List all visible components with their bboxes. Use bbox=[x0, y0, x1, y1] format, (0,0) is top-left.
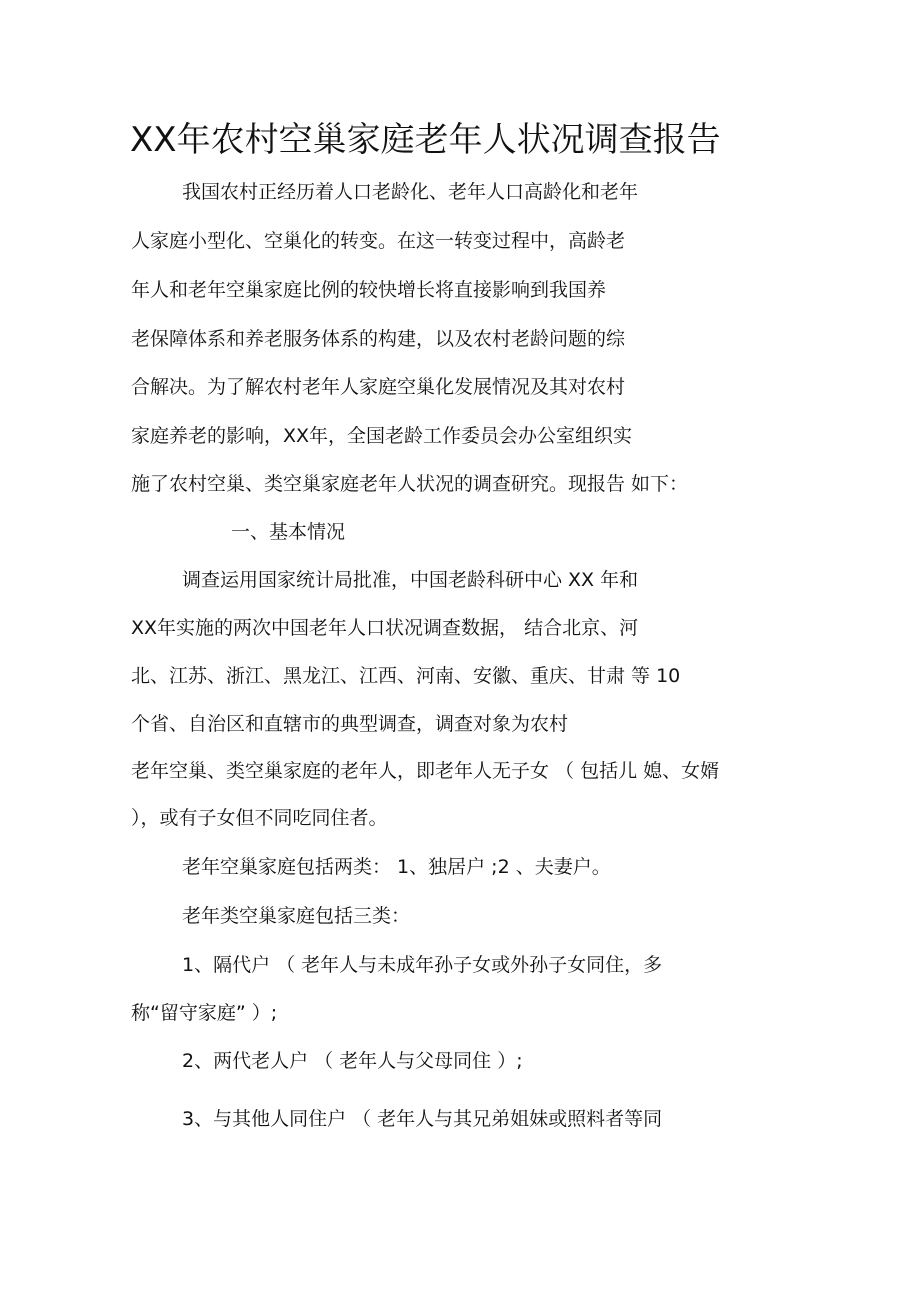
list-item: 2、两代老人户 （ 老年人与父母同住 ）; bbox=[182, 1050, 523, 1072]
paragraph-line: 老年空巢、类空巢家庭的老年人，即老年人无子女 （ 包括儿 媳、女婿 bbox=[131, 760, 720, 782]
paragraph-line: XX年实施的两次中国老年人口状况调查数据， 结合北京、河 bbox=[131, 617, 639, 639]
section-heading: 一、基本情况 bbox=[231, 521, 346, 543]
list-item-continuation: 称“留守家庭” ）; bbox=[131, 1002, 278, 1024]
list-item: 3、与其他人同住户 （ 老年人与其兄弟姐妹或照料者等同 bbox=[182, 1108, 663, 1130]
paragraph-line: 老保障体系和养老服务体系的构建，以及农村老龄问题的综 bbox=[131, 328, 626, 350]
paragraph-line: ），或有子女但不同吃同住者。 bbox=[131, 807, 388, 829]
paragraph-line: 老年类空巢家庭包括三类： bbox=[182, 905, 411, 927]
list-item: 1、隔代户 （ 老年人与未成年孙子女或外孙子女同住，多 bbox=[182, 954, 663, 976]
paragraph-line: 调查运用国家统计局批准，中国老龄科研中心 XX 年和 bbox=[182, 569, 639, 591]
paragraph-line: 合解决。为了解农村老年人家庭空巢化发展情况及其对农村 bbox=[131, 376, 626, 398]
paragraph-line: 家庭养老的影响，XX年，全国老龄工作委员会办公室组织实 bbox=[131, 425, 633, 447]
paragraph-line: 老年空巢家庭包括两类： 1、独居户 ;2 、夫妻户。 bbox=[182, 856, 611, 878]
paragraph-line: 年人和老年空巢家庭比例的较快增长将直接影响到我国养 bbox=[131, 279, 607, 301]
document-title: XX年农村空巢家庭老年人状况调查报告 bbox=[130, 120, 721, 160]
paragraph-line: 北、江苏、浙江、黑龙江、江西、河南、安徽、重庆、甘肃 等 10 bbox=[131, 665, 681, 687]
paragraph-line: 人家庭小型化、空巢化的转变。在这一转变过程中，高龄老 bbox=[131, 230, 626, 252]
paragraph-line: 个省、自治区和直辖市的典型调查，调查对象为农村 bbox=[131, 713, 569, 735]
paragraph-line: 我国农村正经历着人口老龄化、老年人口高龄化和老年 bbox=[182, 181, 639, 203]
paragraph-line: 施了农村空巢、类空巢家庭老年人状况的调查研究。现报告 如下： bbox=[131, 473, 689, 495]
